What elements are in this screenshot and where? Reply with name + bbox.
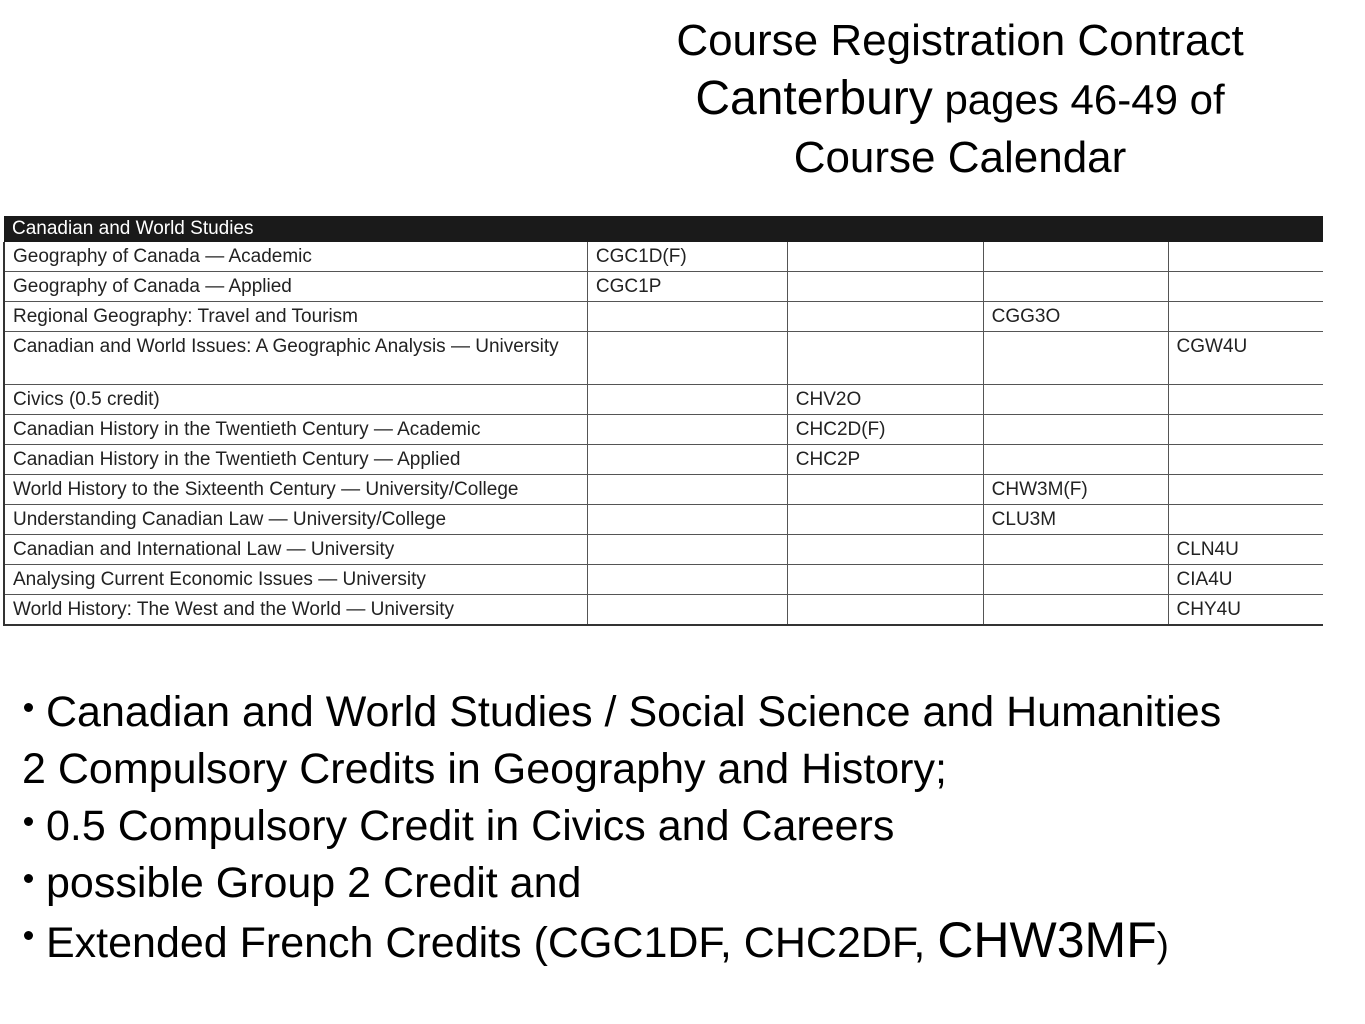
table-row [4,415,1323,445]
course-name-cell: Understanding Canadian Law — University/College [4,505,587,535]
table-row [4,302,1323,332]
bullet-item [22,798,1362,855]
course-code-cell [983,595,1168,626]
course-code-cell [1168,302,1323,332]
bullet-close: ) [1156,924,1169,965]
course-code-cell [587,445,787,475]
course-code-cell: CLN4U [1168,535,1323,565]
course-code-cell [983,385,1168,415]
course-name-cell: World History to the Sixteenth Century — University/College [4,475,587,505]
table-row [4,332,1323,385]
bullet-text: 0.5 Compulsory Credit in Civics and Careers [46,802,895,850]
course-code-cell [787,505,983,535]
page-title [590,12,1330,187]
course-code-cell [1168,445,1323,475]
course-code-cell [787,595,983,626]
course-code-cell [983,415,1168,445]
course-code-cell: CHV2O [787,385,983,415]
course-code-cell: CGC1P [587,272,787,302]
course-code-cell: CLU3M [983,505,1168,535]
course-code-cell [587,535,787,565]
course-code-cell [587,302,787,332]
course-code-cell [983,272,1168,302]
course-code-cell [1168,242,1323,272]
course-code-cell: CHC2D(F) [787,415,983,445]
course-code-cell: CGW4U [1168,332,1323,385]
bullet-emphasis: CHW3MF [937,912,1157,968]
table-row [4,242,1323,272]
course-code-cell: CHW3M(F) [983,475,1168,505]
title-pages: pages 46-49 of [932,76,1225,123]
bullet-continuation: 2 Compulsory Credits in Geography and History; [22,745,947,793]
course-code-cell [587,565,787,595]
course-code-cell: CHY4U [1168,595,1323,626]
course-code-cell [1168,272,1323,302]
table-row [4,535,1323,565]
course-code-cell [983,565,1168,595]
course-name-cell: Geography of Canada — Applied [4,272,587,302]
course-code-cell [587,505,787,535]
bullet-text: Extended French Credits (CGC1DF, CHC2DF, [46,919,938,967]
course-name-cell: World History: The West and the World — University [4,595,587,626]
course-code-cell [787,242,983,272]
bullet-text: Canadian and World Studies / Social Science and Humanities [46,688,1222,736]
course-code-cell [787,302,983,332]
course-code-cell [587,475,787,505]
course-name-cell: Canadian History in the Twentieth Century — Applied [4,445,587,475]
course-code-cell [1168,505,1323,535]
course-code-cell: CGG3O [983,302,1168,332]
course-name-cell: Canadian History in the Twentieth Century — Academic [4,415,587,445]
course-code-cell: CGC1D(F) [587,242,787,272]
course-code-cell: CIA4U [1168,565,1323,595]
bullet-text: possible Group 2 Credit and [46,859,582,907]
course-code-cell [983,332,1168,385]
table-body [4,242,1323,625]
title-school: Canterbury [695,72,933,125]
course-name-cell: Canadian and International Law — University [4,535,587,565]
course-code-cell: CHC2P [787,445,983,475]
course-code-cell [587,595,787,626]
course-table [3,216,1323,626]
course-code-cell [587,415,787,445]
course-code-cell [1168,475,1323,505]
course-code-cell [983,242,1168,272]
table-row [4,565,1323,595]
title-line-1: Course Registration Contract [676,16,1244,65]
course-name-cell: Regional Geography: Travel and Tourism [4,302,587,332]
course-code-cell [1168,415,1323,445]
bullet-dot [24,931,33,940]
bullet-item [22,855,1362,912]
table-row [4,445,1323,475]
course-code-cell [787,565,983,595]
bullet-dot [24,817,33,826]
table-row [4,272,1323,302]
course-name-cell: Geography of Canada — Academic [4,242,587,272]
table-header: Canadian and World Studies [4,216,1323,242]
course-code-cell [983,445,1168,475]
course-code-cell [787,272,983,302]
course-name-cell: Analysing Current Economic Issues — University [4,565,587,595]
table-row [4,595,1323,626]
table-row [4,505,1323,535]
course-code-cell [787,535,983,565]
bullet-list [22,684,1362,973]
course-name-cell: Civics (0.5 credit) [4,385,587,415]
table-header-row [4,216,1323,242]
course-code-cell [587,332,787,385]
course-code-cell [587,385,787,415]
bullet-dot [24,874,33,883]
course-code-cell [787,475,983,505]
table-row [4,385,1323,415]
title-line-3: Course Calendar [793,133,1127,182]
table-row [4,475,1323,505]
bullet-item [22,912,1362,973]
course-code-cell [983,535,1168,565]
title-line-2 [590,70,1330,129]
course-code-cell [787,332,983,385]
bullet-item [22,684,1362,741]
course-name-cell: Canadian and World Issues: A Geographic Analysis — University [4,332,587,385]
bullet-dot [24,703,33,712]
course-code-cell [1168,385,1323,415]
